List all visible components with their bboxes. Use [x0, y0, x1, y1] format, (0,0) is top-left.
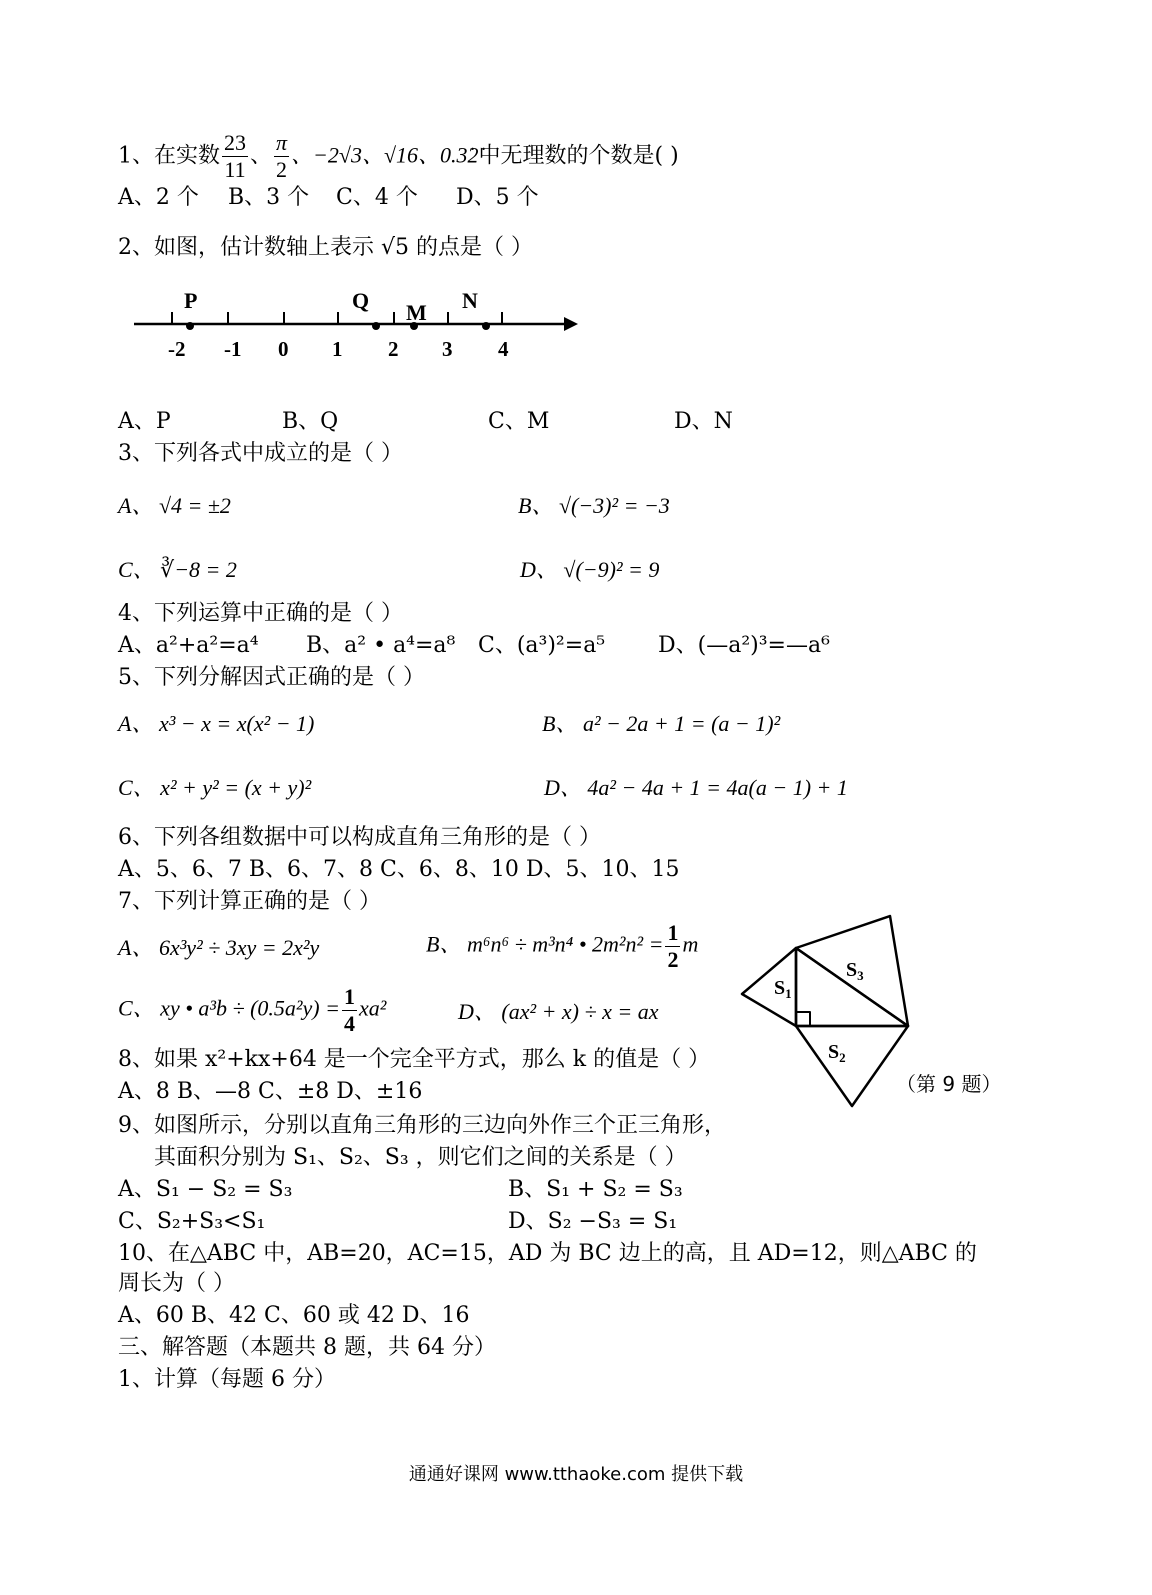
section-3-title: 三、解答题（本题共 8 题，共 64 分） [118, 1335, 496, 1360]
number-line-figure [120, 280, 600, 370]
q1-option-a: A、2 个 [118, 185, 199, 210]
q4-option-a: A、a²+a²=a⁴ [118, 633, 259, 658]
point-m-label: M [406, 300, 427, 325]
label-s2: $S_2$ [828, 1041, 846, 1065]
question-1: 1、在实数 $\frac{23}{11}$ 、 $\frac{\pi}{2}$ 、−2√3、√16、0.3̇2̇中无理数的个数是( ) [118, 130, 679, 182]
tick-label-0: 0 [278, 337, 289, 361]
point-p-label: P [184, 288, 198, 313]
figure-caption: （第 9 题） [896, 1072, 1002, 1096]
q7c-frac-den: 4 [343, 1011, 355, 1036]
number-line-arrow [564, 317, 578, 331]
q5-option-b: B、 a² − 2a + 1 = (a − 1)² [542, 711, 781, 736]
q7b-frac-num: 1 [667, 920, 679, 945]
q9-option-d: D、S₂ −S₃ = S₁ [508, 1209, 678, 1234]
q4-option-b: B、a² • a⁴=a⁸ [306, 633, 456, 658]
q7-option-c [118, 984, 386, 1037]
q9-option-a: A、S₁ − S₂ = S₃ [118, 1177, 293, 1202]
question-3: 3、下列各式中成立的是（ ） [118, 441, 403, 466]
q3-option-d: D、 √(−9)² = 9 [520, 557, 660, 582]
q1-frac2-den: 2 [276, 157, 288, 182]
label-s1: $S_1$ [774, 977, 792, 1001]
tick-label-4: 4 [498, 337, 509, 361]
q1-frac2-num: π [276, 130, 288, 155]
q6-options: A、5、6、7 B、6、7、8 C、6、8、10 D、5、10、15 [118, 857, 680, 882]
q10-options: A、60 B、42 C、60 或 42 D、16 [118, 1303, 470, 1328]
question-10-line1: 10、在△ABC 中，AB=20，AC=15，AD 为 BC 边上的高，且 AD=12，则△ABC 的 [118, 1241, 977, 1266]
question-10-line2: 周长为（ ） [118, 1271, 235, 1296]
q5-option-d: D、 4a² − 4a + 1 = 4a(a − 1) + 1 [544, 775, 848, 800]
q1-prefix: 1、在实数 [118, 143, 220, 169]
q7-option-d: D、 (ax² + x) ÷ x = ax [458, 999, 659, 1024]
q3-option-b: B、 √(−3)² = −3 [518, 493, 670, 518]
q1-frac1-num: 23 [224, 130, 246, 155]
q9-option-c: C、S₂+S₃<S₁ [118, 1209, 266, 1234]
right-angle-mark [796, 1012, 810, 1026]
q7-option-b [426, 920, 698, 973]
point-n-dot [482, 322, 490, 330]
question-8: 8、如果 x²+kx+64 是一个完全平方式，那么 k 的值是（ ） [118, 1047, 711, 1072]
q1-option-b: B、3 个 [228, 185, 310, 210]
q3-option-a: A、 √4 = ±2 [118, 493, 231, 518]
q9-option-b: B、S₁ + S₂ = S₃ [508, 1177, 683, 1202]
q2-option-b: B、Q [282, 409, 339, 434]
tick-label-neg1: -1 [224, 337, 242, 361]
point-q-label: Q [352, 288, 370, 313]
point-n-label: N [462, 288, 478, 313]
q2-option-c: C、M [488, 409, 550, 434]
fraction-1-2 [665, 920, 680, 973]
q1-suffix: 中无理数的个数是( ) [478, 143, 679, 169]
footer: 通通好课网 www.tthaoke.com 提供下载 [408, 1464, 744, 1485]
number-line-ticks [172, 312, 502, 324]
question-9-line1: 9、如图所示，分别以直角三角形的三边向外作三个正三角形， [118, 1113, 726, 1138]
question-5: 5、下列分解因式正确的是（ ） [118, 665, 425, 690]
q1-numbers: 、−2√3、√16、0.3̇2̇ [291, 142, 479, 168]
tick-label-neg2: -2 [168, 337, 186, 361]
fraction-23-11 [222, 130, 248, 183]
q7c-frac-num: 1 [343, 984, 355, 1009]
section-3-sub1: 1、计算（每题 6 分） [118, 1367, 336, 1392]
q2-option-a: A、P [118, 409, 171, 434]
q7-option-b-tail: m [682, 931, 699, 957]
q7-option-a: A、 6x³y² ÷ 3xy = 2x²y [118, 935, 320, 960]
q5-option-a: A、 x³ − x = x(x² − 1) [118, 711, 315, 736]
q7-option-c-expr: C、 xy • a³b ÷ (0.5a²y) = [118, 995, 340, 1021]
q3-option-c: C、 ∛−8 = 2 [118, 557, 237, 582]
fraction-1-4 [342, 984, 357, 1037]
question-9-line2: 其面积分别为 S₁、S₂、S₃ ，则它们之间的关系是（ ） [154, 1145, 687, 1170]
question-4: 4、下列运算中正确的是（ ） [118, 601, 403, 626]
q1-option-c: C、4 个 [336, 185, 418, 210]
question-6: 6、下列各组数据中可以构成直角三角形的是（ ） [118, 825, 601, 850]
question-2: 2、如图，估计数轴上表示 √5 的点是（ ） [118, 235, 533, 260]
label-s3: $S_3$ [846, 959, 864, 983]
tick-label-3: 3 [442, 337, 453, 361]
q7b-frac-den: 2 [667, 947, 679, 972]
fraction-pi-2 [274, 130, 289, 183]
q2-option-d: D、N [674, 409, 733, 434]
q4-option-d: D、(—a²)³=—a⁶ [658, 633, 830, 658]
triangle-s2 [796, 1026, 908, 1106]
q8-options: A、8 B、—8 C、±8 D、±16 [118, 1079, 423, 1104]
q5-option-c: C、 x² + y² = (x + y)² [118, 775, 312, 800]
q1-frac1-den: 11 [224, 157, 246, 182]
tick-label-1: 1 [332, 337, 343, 361]
q7-option-b-expr: B、 m⁶n⁶ ÷ m³n⁴ • 2m²n² = [426, 931, 664, 957]
tick-label-2: 2 [388, 337, 399, 361]
point-q-dot [372, 322, 380, 330]
q4-option-c: C、(a³)²=a⁵ [478, 633, 606, 658]
q7-option-c-tail: xa² [358, 995, 387, 1021]
q1-option-d: D、5 个 [456, 185, 539, 210]
point-p-dot [186, 322, 194, 330]
question-7: 7、下列计算正确的是（ ） [118, 889, 381, 914]
